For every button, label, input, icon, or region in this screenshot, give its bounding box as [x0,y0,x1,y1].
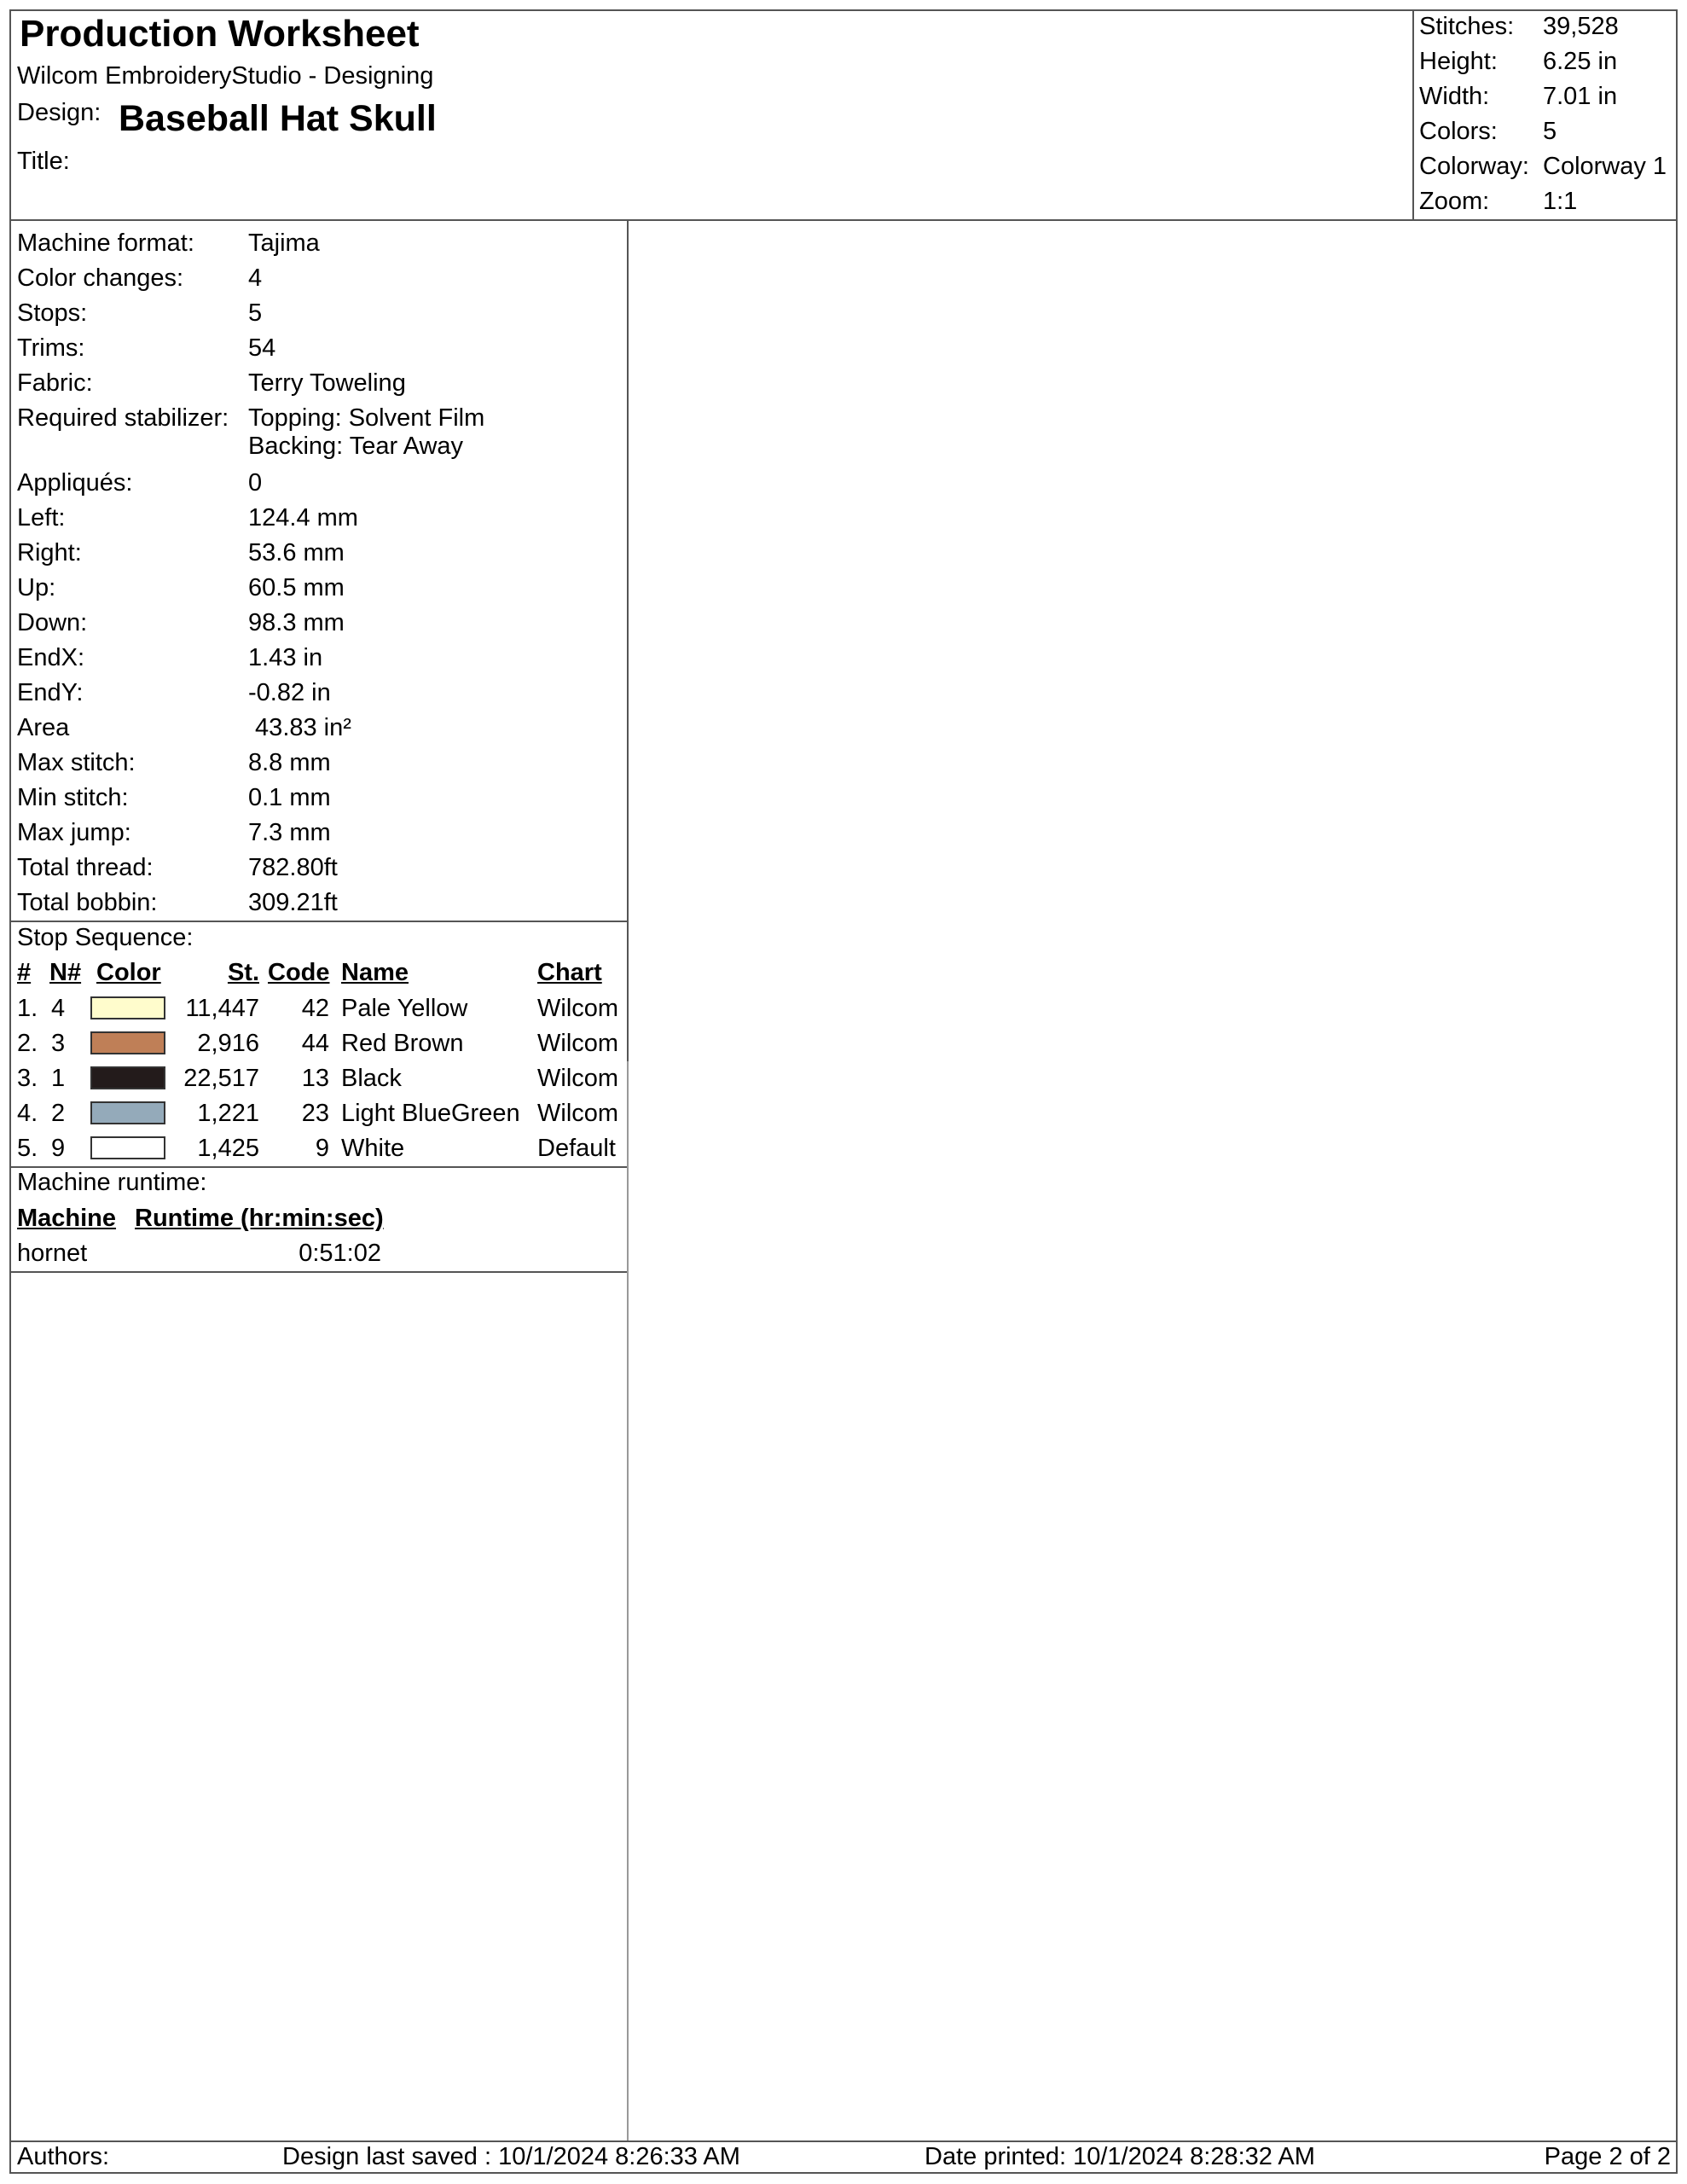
row-number: 2. [17,1030,38,1057]
stat-label: Colorway: [1419,153,1529,180]
property-value: 5 [248,299,263,327]
row-chart: Wilcom [537,1030,619,1057]
stat-label: Height: [1419,48,1498,75]
property-value: Tajima [248,229,320,257]
row-code: 42 [301,995,329,1022]
row-needle: 4 [51,995,66,1022]
property-value: 98.3 mm [248,609,345,636]
row-needle: 3 [51,1030,66,1057]
row-chart: Wilcom [537,995,619,1022]
design-label: Design: [17,99,101,126]
header-runtime: Runtime (hr:min:sec) [135,1205,384,1232]
row-name: Black [341,1065,402,1092]
stat-stitches [1414,13,1678,47]
property-label: Trims: [17,334,85,362]
row-needle: 2 [51,1100,66,1127]
property-label: EndX: [17,644,84,671]
stat-value: Colorway 1 [1543,153,1667,180]
property-value: 782.80ft [248,854,338,881]
header-code: Code [268,959,330,986]
stat-value: 1:1 [1543,188,1578,215]
property-value: 43.83 in² [248,714,351,741]
production-worksheet [9,9,1678,2174]
design-preview-area [629,219,1676,2140]
property-value: Topping: Solvent Film [248,404,485,432]
row-stitches: 22,517 [183,1065,259,1092]
row-code: 13 [301,1065,329,1092]
stat-zoom [1414,188,1678,222]
property-value: 309.21ft [248,889,338,916]
footer-last-saved: Design last saved : 10/1/2024 8:26:33 AM [282,2143,740,2170]
property-label: Appliqués: [17,469,133,497]
row-name: White [341,1135,405,1162]
property-label: EndY: [17,679,84,706]
stat-label: Width: [1419,83,1490,110]
property-value: 4 [248,264,263,292]
property-label: Color changes: [17,264,184,292]
row-name: Pale Yellow [341,995,468,1022]
runtime-value: 0:51:02 [299,1240,381,1267]
row-stitches: 1,425 [197,1135,259,1162]
row-name: Light BlueGreen [341,1100,520,1127]
property-label: Max jump: [17,819,131,846]
header-needle: N# [49,959,82,986]
property-value-secondary: Backing: Tear Away [248,433,464,460]
property-value: 1.43 in [248,644,323,671]
row-code: 44 [301,1030,329,1057]
property-value: 8.8 mm [248,749,331,776]
property-label: Up: [17,574,56,601]
footer-authors: Authors: [17,2143,109,2170]
property-label: Stops: [17,299,88,327]
stat-value: 7.01 in [1543,83,1618,110]
row-stitches: 11,447 [185,995,259,1022]
property-label: Total thread: [17,854,154,881]
row-number: 3. [17,1065,38,1092]
section-divider [11,921,629,922]
property-label: Min stitch: [17,784,129,811]
row-name: Red Brown [341,1030,464,1057]
row-code: 9 [315,1135,329,1162]
property-value: 60.5 mm [248,574,345,601]
stat-value: 6.25 in [1543,48,1618,75]
row-stitches: 2,916 [197,1030,259,1057]
property-value: 124.4 mm [248,504,358,531]
color-swatch [90,996,165,1019]
row-stitches: 1,221 [197,1100,259,1127]
property-label: Left: [17,504,66,531]
property-value: 0 [248,469,263,497]
stat-value: 39,528 [1543,13,1619,40]
property-label: Required stabilizer: [17,404,229,432]
row-chart: Wilcom [537,1100,619,1127]
property-label: Machine format: [17,229,194,257]
header-chart: Chart [537,959,602,986]
row-code: 23 [301,1100,329,1127]
stat-label: Colors: [1419,118,1498,145]
application-name: Wilcom EmbroideryStudio - Designing [17,62,434,90]
row-chart: Wilcom [537,1065,619,1092]
property-value: 54 [248,334,276,362]
row-needle: 1 [51,1065,66,1092]
blank-left-area [11,1061,629,2140]
property-label: Area [17,714,70,741]
property-value: -0.82 in [248,679,331,706]
row-number: 5. [17,1135,38,1162]
stat-colorway [1414,153,1678,187]
color-swatch [90,1031,165,1054]
row-needle: 9 [51,1135,66,1162]
row-number: 1. [17,995,38,1022]
footer-page-number: Page 2 of 2 [1544,2143,1671,2170]
property-label: Down: [17,609,88,636]
stop-sequence-label: Stop Sequence: [17,924,194,951]
stat-height [1414,48,1678,82]
property-value: Terry Toweling [248,369,406,397]
title-label: Title: [17,148,70,175]
property-label: Right: [17,539,82,566]
worksheet-header [11,11,1676,221]
machine-runtime-label: Machine runtime: [17,1169,207,1196]
stat-value: 5 [1543,118,1557,145]
header-number: # [17,959,32,986]
header-machine: Machine [17,1205,117,1232]
property-label: Max stitch: [17,749,136,776]
property-value: 7.3 mm [248,819,331,846]
header-name: Name [341,959,409,986]
header-stitches: St. [227,959,259,986]
property-label: Total bobbin: [17,889,158,916]
header-color: Color [96,959,161,986]
footer-date-printed: Date printed: 10/1/2024 8:28:32 AM [925,2143,1315,2170]
stat-colors [1414,118,1678,152]
worksheet-footer [11,2140,1676,2174]
page-title: Production Worksheet [20,13,420,55]
stat-label: Zoom: [1419,188,1490,215]
row-chart: Default [537,1135,616,1162]
row-number: 4. [17,1100,38,1127]
stat-label: Stitches: [1419,13,1515,40]
design-stats-panel [1412,11,1676,219]
runtime-machine: hornet [17,1240,88,1267]
property-value: 0.1 mm [248,784,331,811]
stat-width [1414,83,1678,117]
property-value: 53.6 mm [248,539,345,566]
property-label: Fabric: [17,369,93,397]
design-name: Baseball Hat Skull [119,98,437,139]
